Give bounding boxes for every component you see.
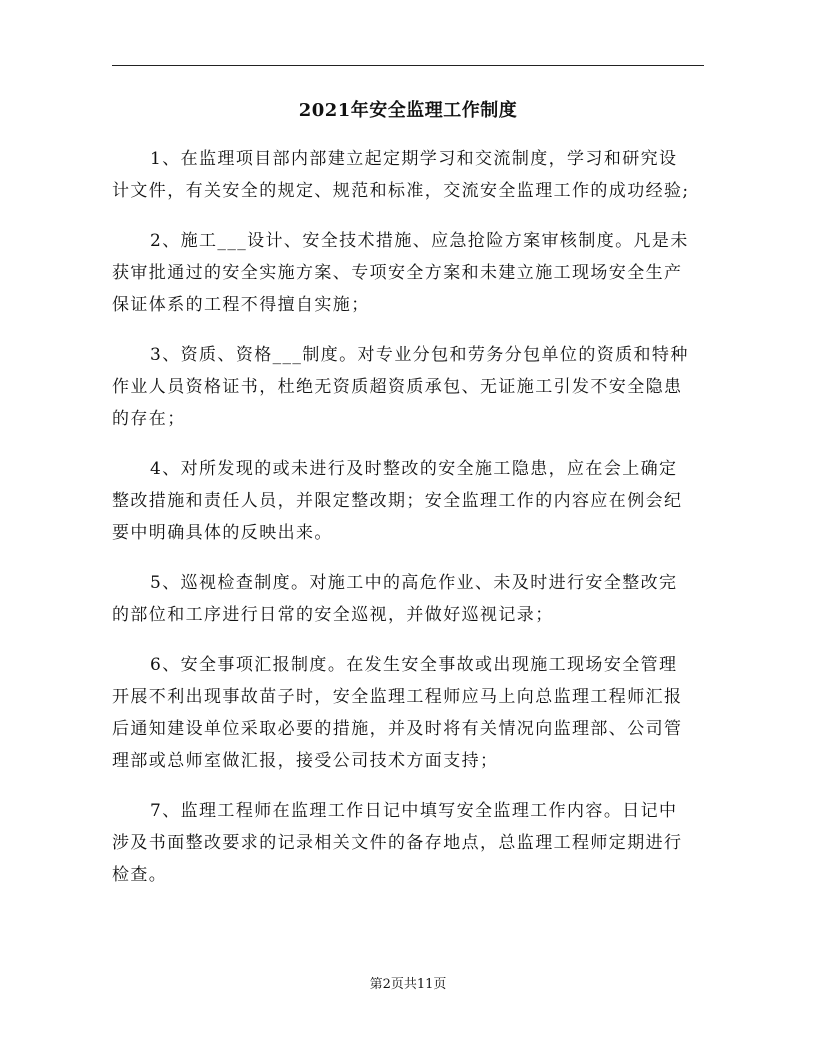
paragraph-3 bbox=[112, 339, 704, 435]
paragraph-line: 开展不利出现事故苗子时，安全监理工程师应马上向总监理工程师汇报 bbox=[112, 687, 683, 707]
paragraph-line: 6、安全事项汇报制度。在发生安全事故或出现施工现场安全管理 bbox=[150, 655, 678, 675]
header-rule bbox=[112, 65, 704, 66]
document-body bbox=[112, 143, 704, 909]
paragraph-line: 作业人员资格证书，杜绝无资质超资质承包、无证施工引发不安全隐患 bbox=[112, 377, 683, 397]
paragraph-line: 3、资质、资格___制度。对专业分包和劳务分包单位的资质和特种 bbox=[150, 345, 689, 365]
paragraph-line: 5、巡视检查制度。对施工中的高危作业、未及时进行安全整改完 bbox=[150, 573, 678, 593]
paragraph-line: 2、施工___设计、安全技术措施、应急抢险方案审核制度。凡是未 bbox=[150, 231, 689, 251]
paragraph-line: 整改措施和责任人员，并限定整改期；安全监理工作的内容应在例会纪 bbox=[112, 491, 683, 511]
paragraph-1 bbox=[112, 143, 704, 207]
paragraph-7 bbox=[112, 795, 704, 891]
paragraph-line: 要中明确具体的反映出来。 bbox=[112, 523, 333, 543]
paragraph-line: 获审批通过的安全实施方案、专项安全方案和未建立施工现场安全生产 bbox=[112, 263, 683, 283]
paragraph-line: 1、在监理项目部内部建立起定期学习和交流制度，学习和研究设 bbox=[150, 149, 678, 169]
paragraph-line: 理部或总师室做汇报，接受公司技术方面支持； bbox=[112, 751, 499, 771]
paragraph-4 bbox=[112, 453, 704, 549]
paragraph-line: 的存在； bbox=[112, 409, 186, 429]
paragraph-5 bbox=[112, 567, 704, 631]
paragraph-2 bbox=[112, 225, 704, 321]
paragraph-6 bbox=[112, 649, 704, 777]
paragraph-line: 检查。 bbox=[112, 865, 168, 885]
page-footer: 第2页共11页 bbox=[369, 977, 447, 992]
paragraph-line: 计文件，有关安全的规定、规范和标准，交流安全监理工作的成功经验; bbox=[112, 181, 690, 201]
paragraph-line: 7、监理工程师在监理工作日记中填写安全监理工作内容。日记中 bbox=[150, 801, 678, 821]
paragraph-line: 保证体系的工程不得擅自实施； bbox=[112, 295, 370, 315]
paragraph-line: 后通知建设单位采取必要的措施，并及时将有关情况向监理部、公司管 bbox=[112, 719, 683, 739]
document-title: 2021年安全监理工作制度 bbox=[298, 100, 518, 121]
paragraph-line: 的部位和工序进行日常的安全巡视，并做好巡视记录； bbox=[112, 605, 554, 625]
paragraph-line: 涉及书面整改要求的记录相关文件的备存地点，总监理工程师定期进行 bbox=[112, 833, 683, 853]
paragraph-line: 4、对所发现的或未进行及时整改的安全施工隐患，应在会上确定 bbox=[150, 459, 678, 479]
